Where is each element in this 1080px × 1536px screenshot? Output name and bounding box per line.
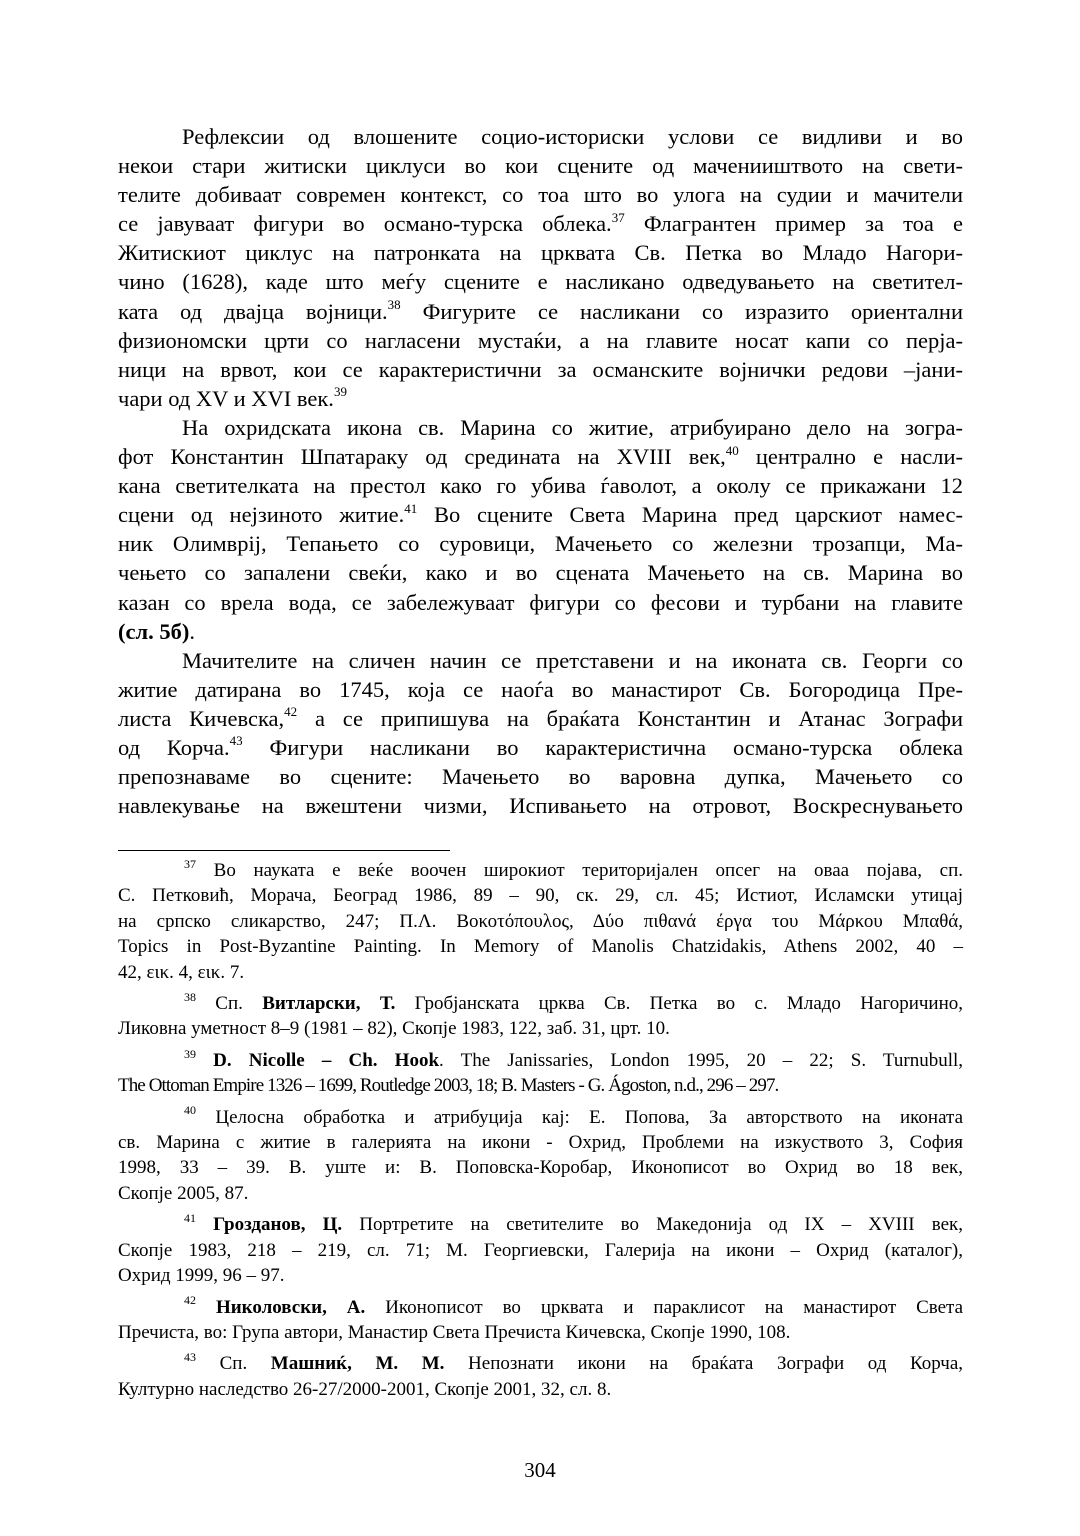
author-name: Николовски, А. xyxy=(215,1296,366,1318)
footnote-ref: 43 xyxy=(229,733,243,749)
text-segment: . The Janissaries, London 1995, 20 – 22; S. Turnubull, xyxy=(439,1049,964,1071)
text-line xyxy=(118,1048,963,1073)
text-line: ник Олимврij, Тепањето со суровици, Мачењето со железни трозапци, Ма- xyxy=(118,531,963,557)
text-line xyxy=(118,858,963,883)
text-segment: фот Константин Шпатараку од средината на XVIII век, xyxy=(118,444,726,470)
text-line: Културно наследство 26-27/2000-2001, Скопје 2001, 32, сл. 8. xyxy=(118,1378,612,1400)
footnote-separator xyxy=(118,850,450,851)
text-line: кана светителката на престол како го убива ѓаволот, а околу се прикажани 12 xyxy=(118,473,963,499)
text-line: чењето со запалени свеќи, како и во сцената Мачењето на св. Марина во xyxy=(118,560,963,586)
text-segment: . xyxy=(189,618,195,644)
footnote-number: 39 xyxy=(184,1046,196,1061)
text-line: чино (1628), каде што меѓу сцените е насликано одведувањето на светител- xyxy=(118,269,963,295)
text-segment: Портретите на светителите во Македонија од IX – XVIII век, xyxy=(342,1214,964,1236)
text-segment: сцени од нејзиното житие. xyxy=(118,502,405,528)
text-line xyxy=(118,1295,963,1320)
footnote-42 xyxy=(118,1295,963,1346)
text-segment: централно е насли- xyxy=(738,444,963,470)
text-line: препознаваме во сцените: Мачењето во варовна дупка, Мачењето со xyxy=(118,764,963,790)
text-segment: Иконописот во црквата и параклисот на манастирот Света xyxy=(365,1296,964,1318)
author-name: Машниќ, М. М. xyxy=(270,1353,445,1375)
text-segment: Сп. xyxy=(196,1353,271,1375)
footnote-number: 37 xyxy=(184,856,196,871)
footnote-38 xyxy=(118,991,963,1042)
text-segment: се јавуваат фигури во османо-турска облека. xyxy=(118,211,612,237)
footnote-number: 38 xyxy=(184,989,196,1004)
text-line: Скопје 1983, 218 – 219, сл. 71; М. Георгиевски, Галерија на икони – Охрид (каталог), xyxy=(118,1239,963,1261)
text-line: Скопје 2005, 87. xyxy=(118,1182,249,1204)
text-line: Topics in Post-Byzantine Painting. In Memory of Manolis Chatzidakis, Athens 2002, 40 – xyxy=(118,936,963,958)
footnote-ref: 39 xyxy=(333,384,347,400)
text-line xyxy=(118,733,963,762)
paragraph-1 xyxy=(118,122,963,413)
footnote-ref: 38 xyxy=(387,297,401,313)
text-segment: од Корча. xyxy=(118,734,230,760)
text-line xyxy=(118,209,963,238)
page-number: 304 xyxy=(524,1458,556,1482)
text-line: телите добиваат современ контекст, со тоа што во улога на судии и мачители xyxy=(118,182,963,208)
text-segment: чари од XV и XVI век. xyxy=(118,385,334,411)
footnote-ref: 42 xyxy=(284,704,298,720)
text-line: житие датирана во 1745, која се наоѓа во манастирот Св. Богородица Пре- xyxy=(118,676,963,702)
text-segment: Во науката е веќе воочен широкиот територијален опсег на оваа појава, сп. xyxy=(196,860,963,881)
text-segment: Во сцените Света Марина пред царскиот намес- xyxy=(417,502,963,528)
author-name: Витларски, Т. xyxy=(262,993,396,1015)
text-line: Мачителите на сличен начин се претставени и на иконата св. Георги со xyxy=(182,647,963,673)
footnote-number: 43 xyxy=(184,1349,196,1364)
text-line: ници на врвот, кои се карактеристични за османските војнички редови –јани- xyxy=(118,356,963,382)
footnote-ref: 40 xyxy=(725,442,739,458)
text-line: навлекување на вжештени чизми, Испивањето на отровот, Воскреснувањето xyxy=(118,793,963,819)
text-line: 1998, 33 – 39. В. уште и: В. Поповска-Коробар, Иконописот во Охрид во 18 век, xyxy=(118,1157,963,1179)
footnote-39 xyxy=(118,1048,963,1099)
text-line xyxy=(118,297,963,326)
text-segment: Целосна обработка и атрибуција кај: Е. Попова, За авторството на иконата xyxy=(196,1106,963,1128)
text-line xyxy=(118,1212,963,1237)
text-segment: а се припишува на браќата Константин и Атанас Зографи xyxy=(297,705,963,731)
text-line xyxy=(118,384,963,413)
text-line: Пречиста, во: Група автори, Манастир Света Пречиста Кичевска, Скопје 1990, 108. xyxy=(118,1321,791,1343)
text-line: Рефлексии од влошените социо-историски услови се видливи и во xyxy=(182,124,963,149)
text-segment: Непознати икони на браќата Зографи од Корча, xyxy=(444,1353,963,1375)
author-name: D. Nicolle – Ch. Hook xyxy=(213,1049,440,1071)
text-line xyxy=(118,500,963,529)
footnote-40 xyxy=(118,1105,963,1207)
text-line: С. Петковић, Морача, Београд 1986, 89 – 90, ск. 29, сл. 45; Истиот, Исламски утицај xyxy=(118,885,963,907)
footnote-ref: 41 xyxy=(404,500,418,516)
text-segment: Флагрантен пример за тоа е xyxy=(624,211,963,237)
paragraph-2 xyxy=(118,413,963,646)
text-line: физиономски црти со нагласени мустаќи, а на главите носат капи со перја- xyxy=(118,327,963,353)
text-segment: Гробјанската црква Св. Петка во с. Младо Нагоричино, xyxy=(395,993,964,1015)
footnote-41 xyxy=(118,1212,963,1288)
footnote-37 xyxy=(118,858,963,985)
text-segment: листа Кичевска, xyxy=(118,705,285,731)
text-line: На охридската икона св. Марина со житие, атрибуирано дело на зогра- xyxy=(182,414,963,440)
text-line: Охрид 1999, 96 – 97. xyxy=(118,1265,285,1287)
text-line: 42, εικ. 4, εικ. 7. xyxy=(118,961,245,983)
text-segment: Фигури насликани во карактеристична османо-турска облека xyxy=(242,734,963,760)
footnote-number: 40 xyxy=(184,1103,196,1118)
text-segment: Фигурите се насликани со изразито ориентални xyxy=(400,298,963,324)
figure-reference: (сл. 5б) xyxy=(118,618,190,644)
text-line: The Ottoman Empire 1326 – 1699, Routledge 2003, 18; B. Masters - G. Ágoston, n.d., 296 – 297. xyxy=(118,1075,779,1097)
text-line: на српско сликарство, 247; Π.Λ. Βοκοτόπουλος, Δύο πιθανά έργα του Μάρκου Μπαθά, xyxy=(118,910,963,932)
footnote-number: 41 xyxy=(184,1210,196,1225)
text-line: Ликовна уметност 8–9 (1981 – 82), Скопје 1983, 122, заб. 31, црт. 10. xyxy=(118,1018,670,1040)
text-line: Житискиот циклус на патронката на црквата Св. Петка во Младо Нагори- xyxy=(118,240,963,266)
text-line xyxy=(118,442,963,471)
footnote-number: 42 xyxy=(184,1293,196,1308)
text-line: некои стари житиски циклуси во кои сцените од маченииштвото на свети- xyxy=(118,153,963,179)
text-line xyxy=(118,704,963,733)
footnotes xyxy=(118,858,963,1408)
text-line xyxy=(118,991,963,1016)
text-line: казан со врела вода, се забележуваат фигури со фесови и турбани на главите xyxy=(118,589,963,615)
text-segment: ката од двајца војници. xyxy=(118,298,388,324)
author-name: Грозданов, Ц. xyxy=(213,1214,343,1236)
text-segment: Сп. xyxy=(196,993,263,1015)
text-line: св. Марина с житие в галерията на икони - Охрид, Проблеми на изкуството 3, София xyxy=(118,1132,963,1154)
text-line xyxy=(118,617,963,646)
paragraph-3 xyxy=(118,646,963,821)
footnote-43 xyxy=(118,1351,963,1402)
footnote-ref: 37 xyxy=(611,209,625,225)
main-text xyxy=(118,122,963,820)
text-line xyxy=(118,1351,963,1376)
text-line xyxy=(118,1105,963,1130)
